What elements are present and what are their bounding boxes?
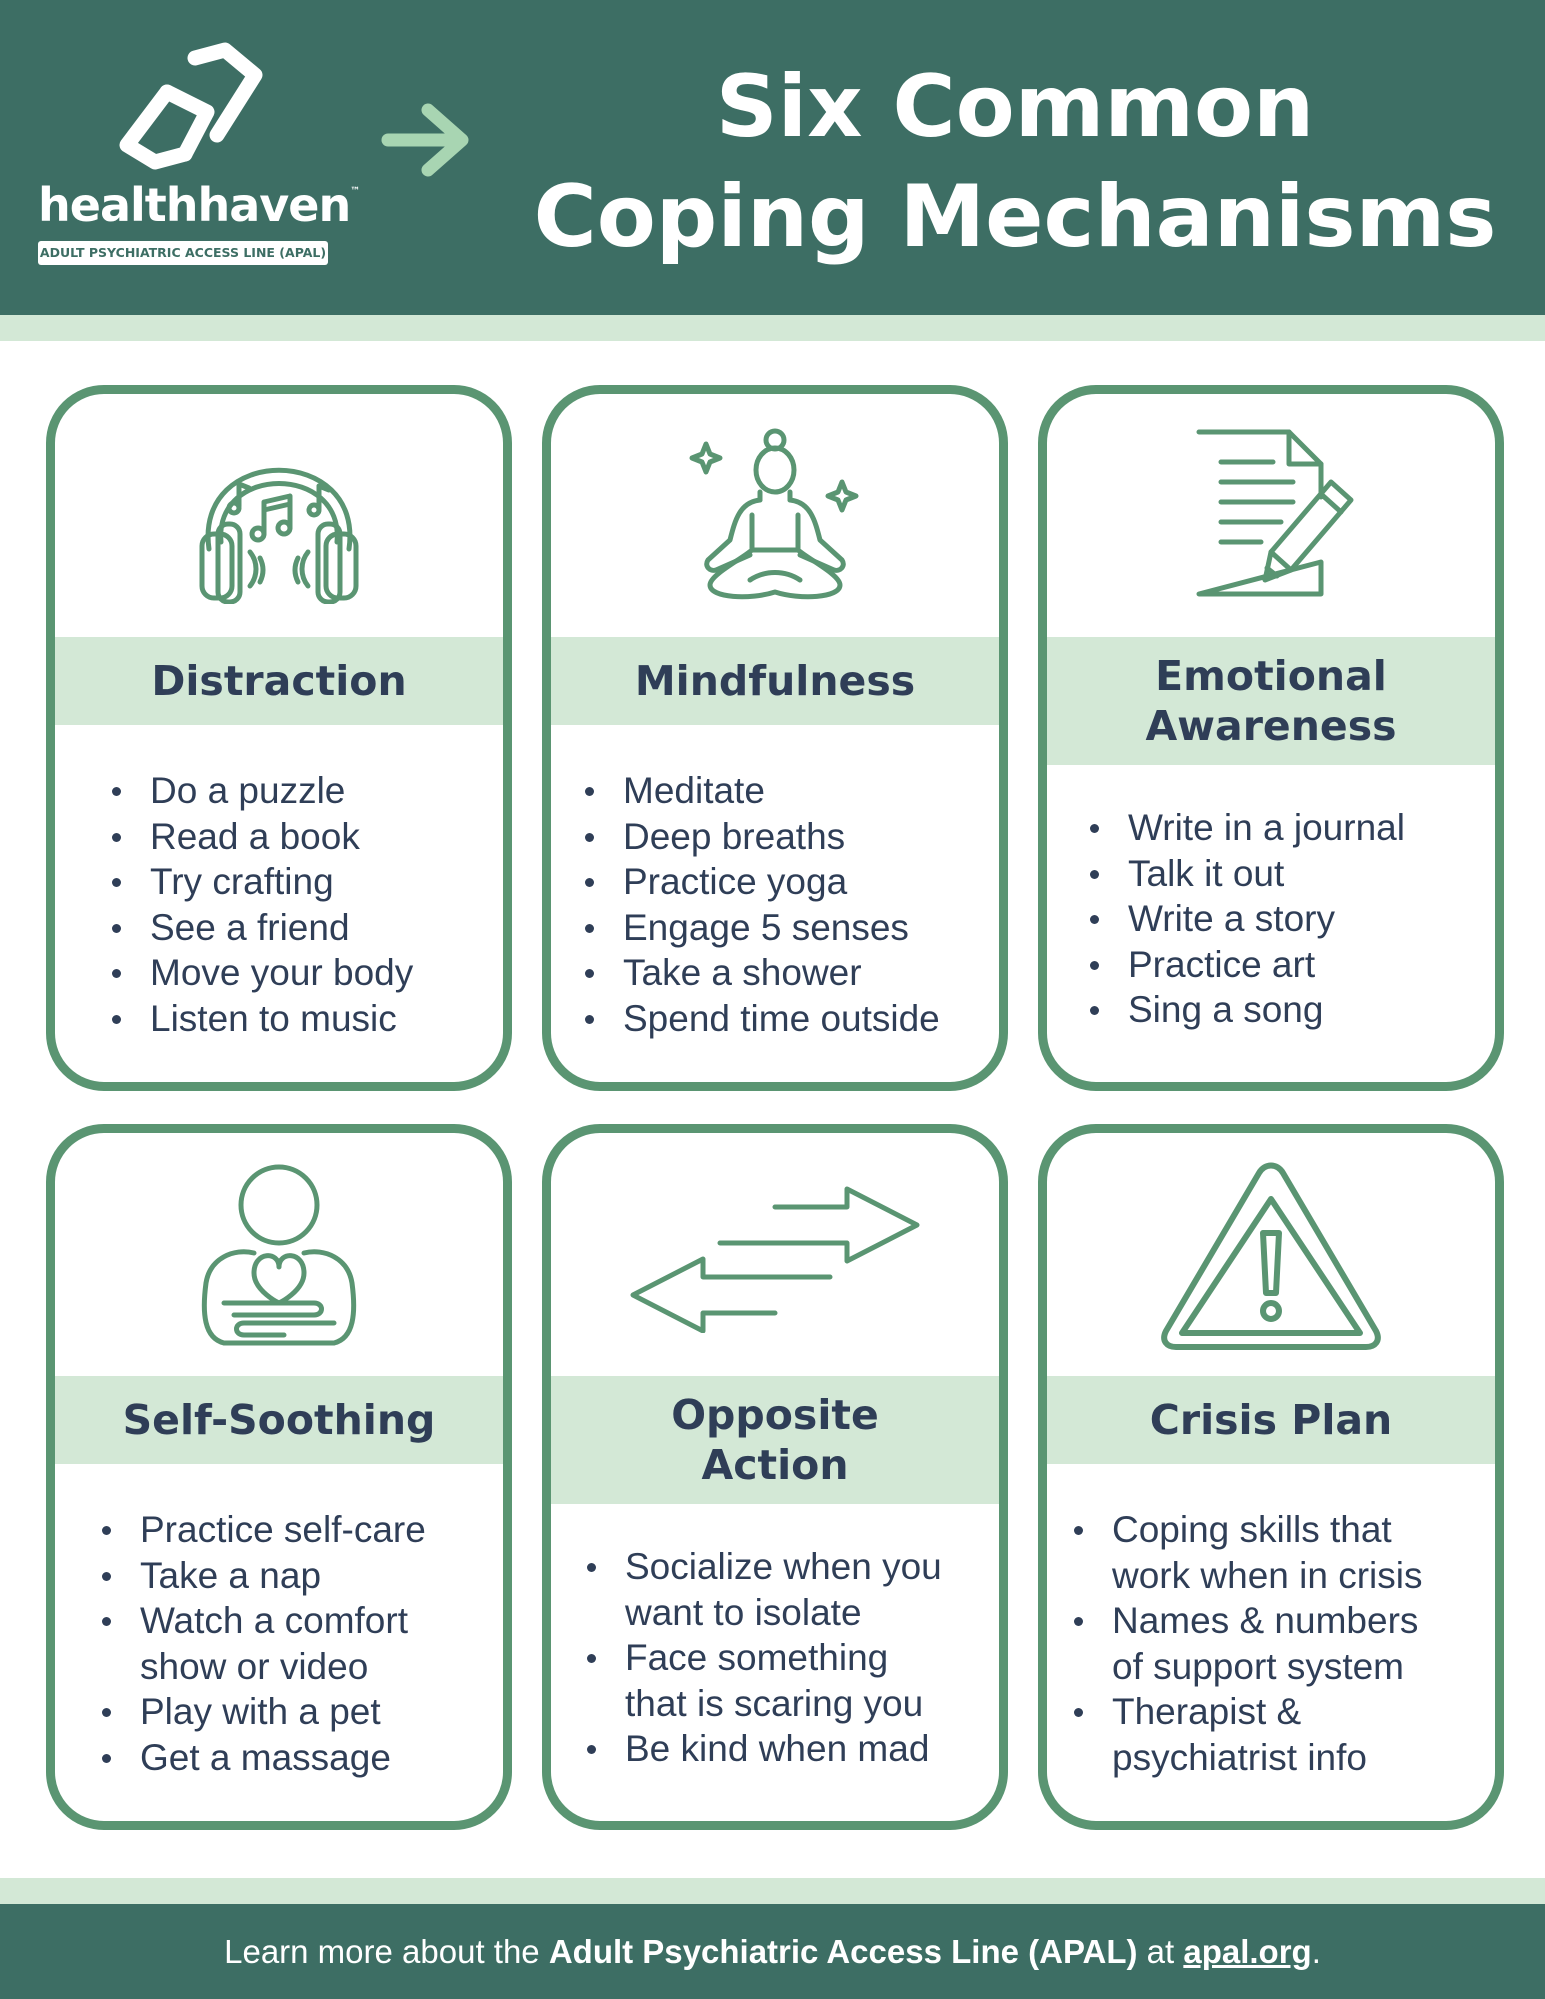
card-distraction [46,385,512,1091]
list-item-line: Names & numbers [1112,1600,1419,1641]
footer-apal-name: Adult Psychiatric Access Line (APAL) [548,1933,1138,1970]
logo-wordmark: healthhaven™ [38,178,360,232]
bullet-list [110,768,413,1041]
card-title-band [55,637,503,725]
list-item: Move your body [110,950,413,996]
list-item: Practice art [1088,942,1405,988]
card-title-band [1047,637,1495,765]
list-item: Talk it out [1088,851,1405,897]
footer-accent-stripe [0,1878,1545,1904]
page-title [500,52,1530,272]
list-item [585,1544,942,1635]
bullet-list [100,1507,426,1780]
card-title-line-1: Opposite [671,1391,879,1439]
title-line-1: Six Common [715,57,1315,157]
card-title-line-2: Awareness [1145,702,1397,750]
logo-subtitle: ADULT PSYCHIATRIC ACCESS LINE (APAL) [38,241,328,265]
title-line-2: Coping Mechanisms [533,167,1497,267]
list-item: Write a story [1088,896,1405,942]
right-arrow-icon [380,102,472,178]
list-item [1072,1689,1422,1780]
list-item-line: of support system [1112,1645,1405,1687]
list-item [585,1635,942,1726]
card-title: Self-Soothing [122,1396,436,1444]
list-item: Listen to music [110,996,413,1042]
list-item: Take a shower [583,950,940,996]
bullet-list [1088,805,1405,1033]
card-emotional-awareness [1038,385,1504,1091]
card-title-line-2: Action [701,1441,849,1489]
footer-text-prefix: Learn more about the [224,1933,549,1970]
warning-triangle-icon [1156,1161,1386,1351]
headphones-music-icon [184,424,374,604]
journal-pencil-icon [1181,422,1361,602]
card-self-soothing [46,1124,512,1830]
list-item: Read a book [110,814,413,860]
footer-text-middle: at [1137,1933,1184,1970]
list-item: Meditate [583,768,940,814]
list-item: Spend time outside [583,996,940,1042]
list-item: Practice yoga [583,859,940,905]
meditation-icon [680,420,870,610]
list-item-line: Socialize when you [625,1546,942,1587]
list-item-line: Face something [625,1637,889,1678]
bullet-list [585,1544,942,1772]
bullet-list [1072,1507,1422,1780]
footer-link[interactable]: apal.org [1183,1933,1312,1970]
list-item: Do a puzzle [110,768,413,814]
list-item: Engage 5 senses [583,905,940,951]
card-opposite-action [542,1124,1008,1830]
list-item: Try crafting [110,859,413,905]
header-accent-stripe [0,315,1545,341]
list-item-line: want to isolate [625,1591,862,1633]
card-title: Distraction [151,657,407,705]
list-item-line: work when in crisis [1112,1554,1423,1596]
self-hug-heart-icon [194,1163,364,1363]
footer-text-suffix: . [1311,1933,1321,1970]
list-item-line: psychiatrist info [1112,1736,1367,1778]
list-item: Take a nap [100,1553,426,1599]
list-item-line: that is scaring you [625,1682,924,1724]
card-title-band [55,1376,503,1464]
footer-banner [0,1904,1545,1999]
list-item: Play with a pet [100,1689,426,1735]
list-item-line: Therapist & [1112,1691,1302,1732]
opposite-arrows-icon [625,1183,925,1333]
list-item-line: Coping skills that [1112,1509,1392,1550]
card-title: Crisis Plan [1149,1396,1393,1444]
list-item: See a friend [110,905,413,951]
bullet-list [583,768,940,1041]
card-mindfulness [542,385,1008,1091]
list-item: Be kind when mad [585,1726,942,1772]
card-title: Mindfulness [634,657,916,705]
card-title-band [551,1376,999,1504]
header-banner [0,0,1545,315]
card-title-band [1047,1376,1495,1464]
list-item: Get a massage [100,1735,426,1781]
list-item-line: Watch a comfort [140,1600,408,1641]
list-item: Sing a song [1088,987,1405,1033]
list-item [1072,1598,1422,1689]
healthhaven-logo-icon [105,40,270,170]
list-item: Deep breaths [583,814,940,860]
list-item [100,1598,426,1689]
list-item: Practice self-care [100,1507,426,1553]
list-item: Write in a journal [1088,805,1405,851]
card-title-band [551,637,999,725]
list-item-line: show or video [140,1645,369,1687]
card-title-line-1: Emotional [1155,652,1387,700]
list-item [1072,1507,1422,1598]
card-crisis-plan [1038,1124,1504,1830]
